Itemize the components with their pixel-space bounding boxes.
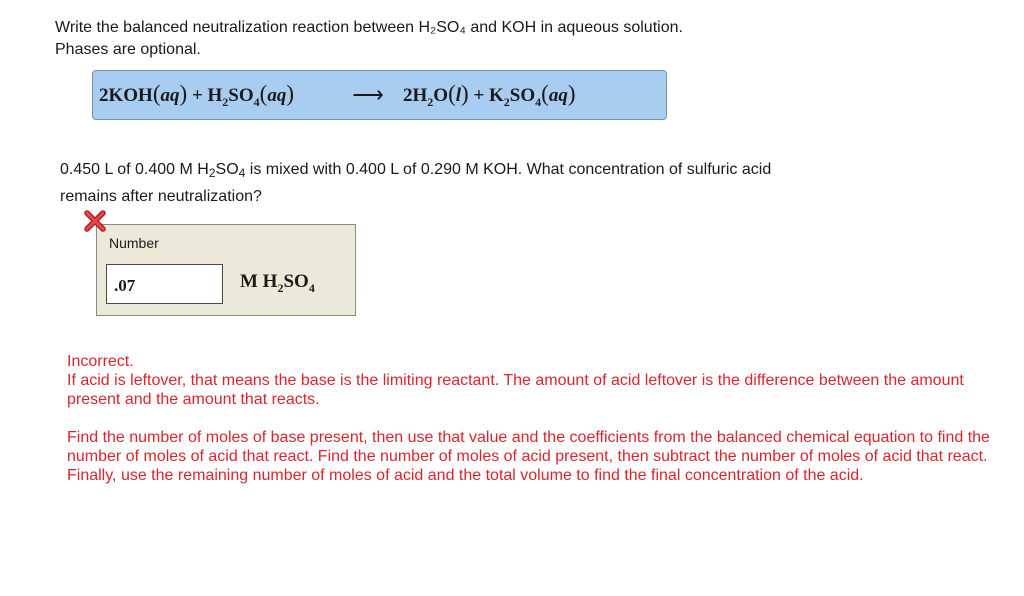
answer-number-input[interactable]: .07: [106, 264, 223, 304]
unit-text: SO: [283, 271, 309, 292]
subscript: 4: [238, 166, 246, 180]
question-text: [60, 158, 960, 208]
question-line-1: [60, 158, 960, 185]
feedback-hint-1: If acid is leftover, that means the base is the limiting reactant. The amount of acid leftover is the difference between the amount present and the amount that reacts.: [67, 372, 964, 408]
feedback-status: Incorrect.: [67, 353, 134, 370]
reactant-koh: 2KOH: [99, 84, 153, 106]
phase-koh: aq: [160, 84, 180, 106]
incorrect-x-icon: [83, 209, 107, 233]
answer-unit: [240, 271, 315, 296]
subscript: 4: [535, 94, 542, 109]
subscript: 2: [208, 166, 216, 180]
question-line-2: remains after neutralization?: [60, 188, 262, 205]
subscript: 4: [308, 280, 315, 295]
product-water-h: 2H: [403, 84, 428, 106]
feedback-message: [67, 352, 1012, 485]
product-k2so4-so: SO: [509, 84, 536, 106]
subscript: 2: [503, 94, 510, 109]
equation-products: $2H_2O(l) + K_2SO_4(aq)$: [403, 80, 576, 109]
subscript: 2: [222, 94, 229, 109]
subscript: 2: [427, 94, 434, 109]
question-text-part: is mixed with 0.400 L of 0.290 M KOH. What concentration of sulfuric acid: [245, 161, 772, 178]
unit-text: M H: [240, 271, 278, 292]
balanced-equation-box: [92, 70, 667, 120]
reactant-h2so4-so: SO: [228, 84, 254, 106]
question-prompt: [55, 17, 955, 61]
product-water-o: O: [433, 84, 449, 106]
equation-reactants: $2KOH(aq) + H_2SO_4(aq)$: [99, 80, 294, 109]
answer-panel: [96, 224, 356, 316]
subscript: 2: [277, 280, 284, 295]
phase-h2so4: aq: [267, 84, 287, 106]
phase-water: l: [455, 84, 462, 106]
phase-k2so4: aq: [548, 84, 568, 106]
prompt-line-1: Write the balanced neutralization reaction between H₂SO₄ and KOH in aqueous solution.: [55, 19, 683, 36]
prompt-line-2: Phases are optional.: [55, 41, 201, 58]
question-text-part: SO: [215, 161, 239, 178]
subscript: 4: [253, 94, 260, 109]
number-label: Number: [109, 235, 159, 251]
plus-sign-2: +: [468, 84, 490, 106]
reactant-h2so4-h: H: [207, 84, 223, 106]
question-text-part: 0.450 L of 0.400 M H: [60, 161, 209, 178]
reaction-arrow: ⟶: [352, 82, 384, 107]
feedback-hint-2: Find the number of moles of base present, then use that value and the coefficients from the balanced chemical equation to find the number of moles of acid that react. Find the number of moles of acid present, then subtract the number of moles of acid that react. Finally, use the remaining number of moles of acid and the total volume to find the final concentration of the acid.: [67, 429, 990, 484]
product-k2so4-k: K: [489, 84, 504, 106]
plus-sign-1: +: [187, 84, 208, 106]
